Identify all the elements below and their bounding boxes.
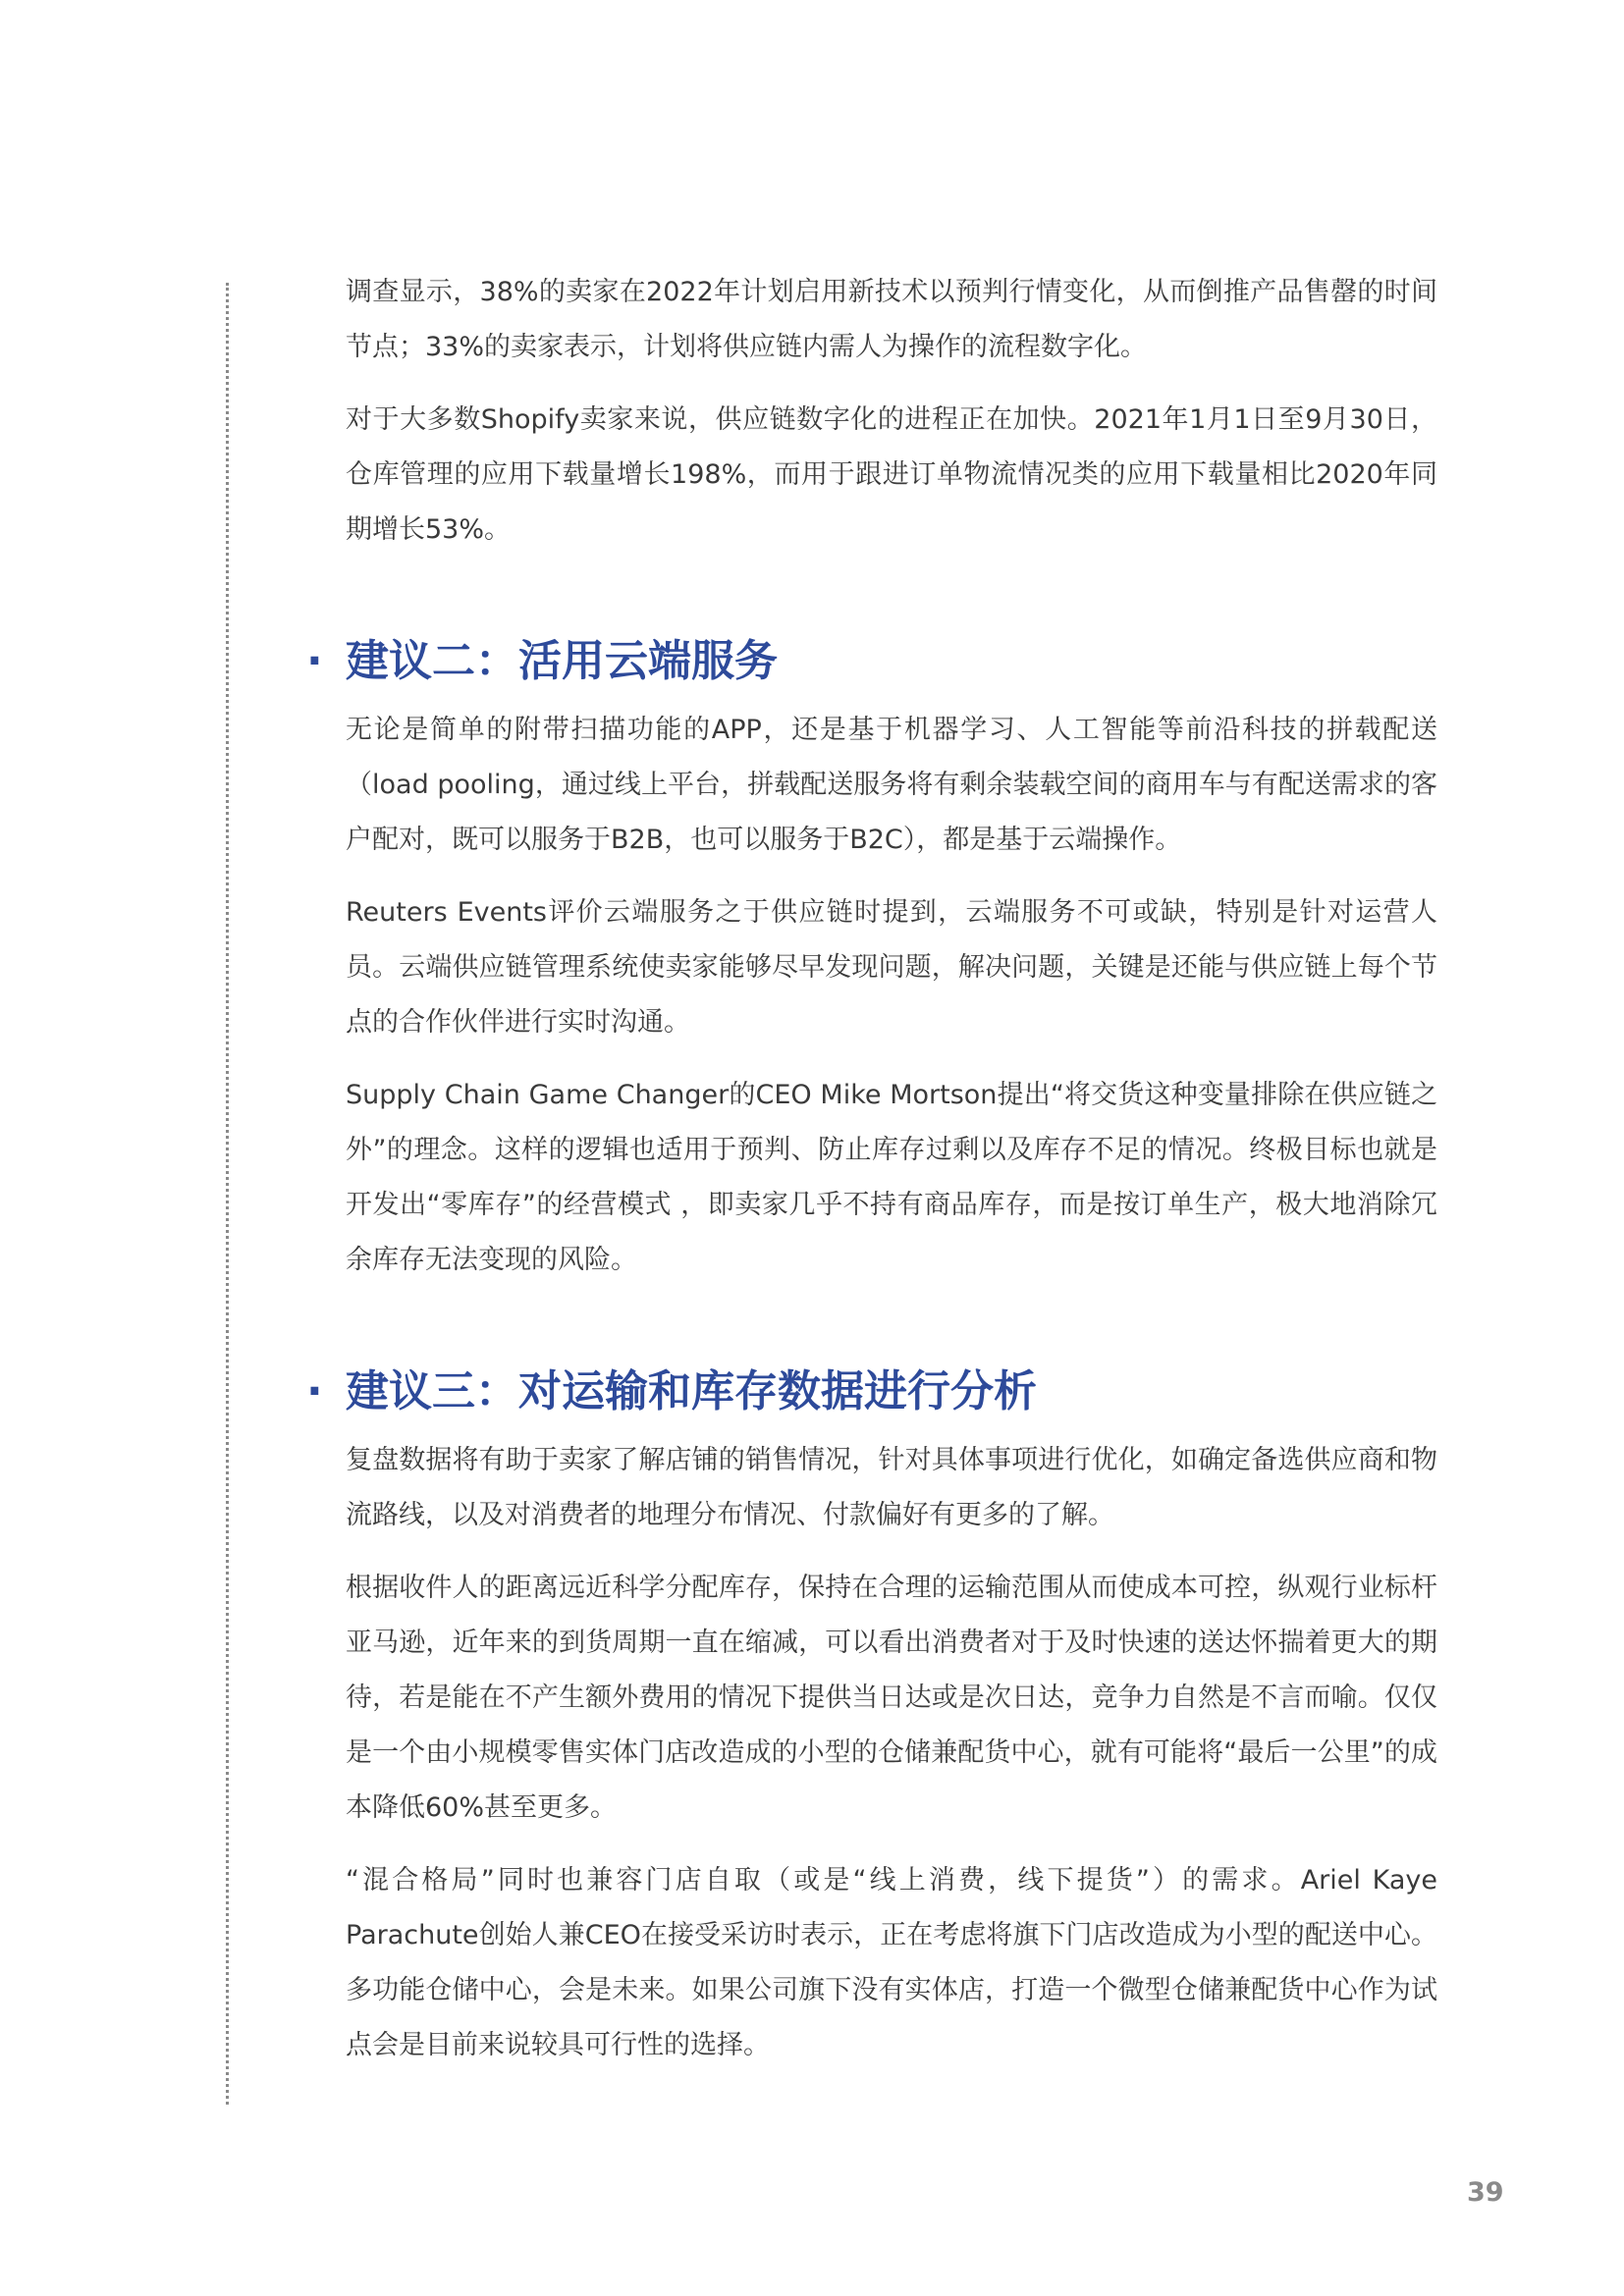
body-paragraph: 调查显示，38%的卖家在2022年计划启用新技术以预判行情变化，从而倒推产品售罄的时间节点；33%的卖家表示，计划将供应链内需人为操作的流程数字化。 [346, 277, 1437, 362]
body-paragraph: 根据收件人的距离远近科学分配库存，保持在合理的运输范围从而使成本可控，纵观行业标杆亚马逊，近年来的到货周期一直在缩减，可以看出消费者对于及时快速的送达怀揣着更大的期待，若是能在不产生额外费用的情况下提供当日达或是次日达，竞争力自然是不言而喻。仅仅是一个由小规模零售实体门店改造成的小型的仓储兼配货中心，就有可能将“最后一公里”的成本降低60%甚至更多。 [346, 1573, 1437, 1823]
section-heading-3 [306, 1362, 1437, 1421]
page-number: 39 [1467, 2177, 1504, 2208]
body-paragraph: 无论是简单的附带扫描功能的APP，还是基于机器学习、人工智能等前沿科技的拼载配送（load pooling，通过线上平台，拼载配送服务将有剩余装载空间的商用车与有配送需求的客户配对，既可以服务于B2B，也可以服务于B2C），都是基于云端操作。 [346, 715, 1437, 855]
bullet-icon: · [306, 1366, 323, 1416]
bullet-icon: · [306, 636, 323, 686]
section-heading-text: 建议三：对运输和库存数据进行分析 [346, 1366, 1037, 1416]
dotted-margin-rule [226, 283, 229, 2105]
section-heading-2 [306, 632, 1437, 691]
section-heading-text: 建议二：活用云端服务 [346, 636, 778, 686]
page-content [306, 265, 1437, 2073]
body-paragraph: Supply Chain Game Changer的CEO Mike Mortson提出“将交货这种变量排除在供应链之外”的理念。这样的逻辑也适用于预判、防止库存过剩以及库存不足的情况。终极目标也就是开发出“零库存”的经营模式 ，即卖家几乎不持有商品库存，而是按订单生产，极大地消除冗余库存无法变现的风险。 [346, 1080, 1437, 1275]
body-paragraph: “混合格局”同时也兼容门店自取（或是“线上消费，线下提货”）的需求。Ariel Kaye Parachute创始人兼CEO在接受采访时表示，正在考虑将旗下门店改造成为小型的配送中心。多功能仓储中心，会是未来。如果公司旗下没有实体店，打造一个微型仓储兼配货中心作为试点会是目前来说较具可行性的选择。 [346, 1865, 1437, 2060]
body-paragraph: Reuters Events评价云端服务之于供应链时提到，云端服务不可或缺，特别是针对运营人员。云端供应链管理系统使卖家能够尽早发现问题，解决问题，关键是还能与供应链上每个节点的合作伙伴进行实时沟通。 [346, 897, 1437, 1038]
body-paragraph: 对于大多数Shopify卖家来说，供应链数字化的进程正在加快。2021年1月1日至9月30日，仓库管理的应用下载量增长198%，而用于跟进订单物流情况类的应用下载量相比2020年同期增长53%。 [346, 404, 1437, 545]
body-paragraph: 复盘数据将有助于卖家了解店铺的销售情况，针对具体事项进行优化，如确定备选供应商和物流路线，以及对消费者的地理分布情况、付款偏好有更多的了解。 [346, 1445, 1437, 1530]
